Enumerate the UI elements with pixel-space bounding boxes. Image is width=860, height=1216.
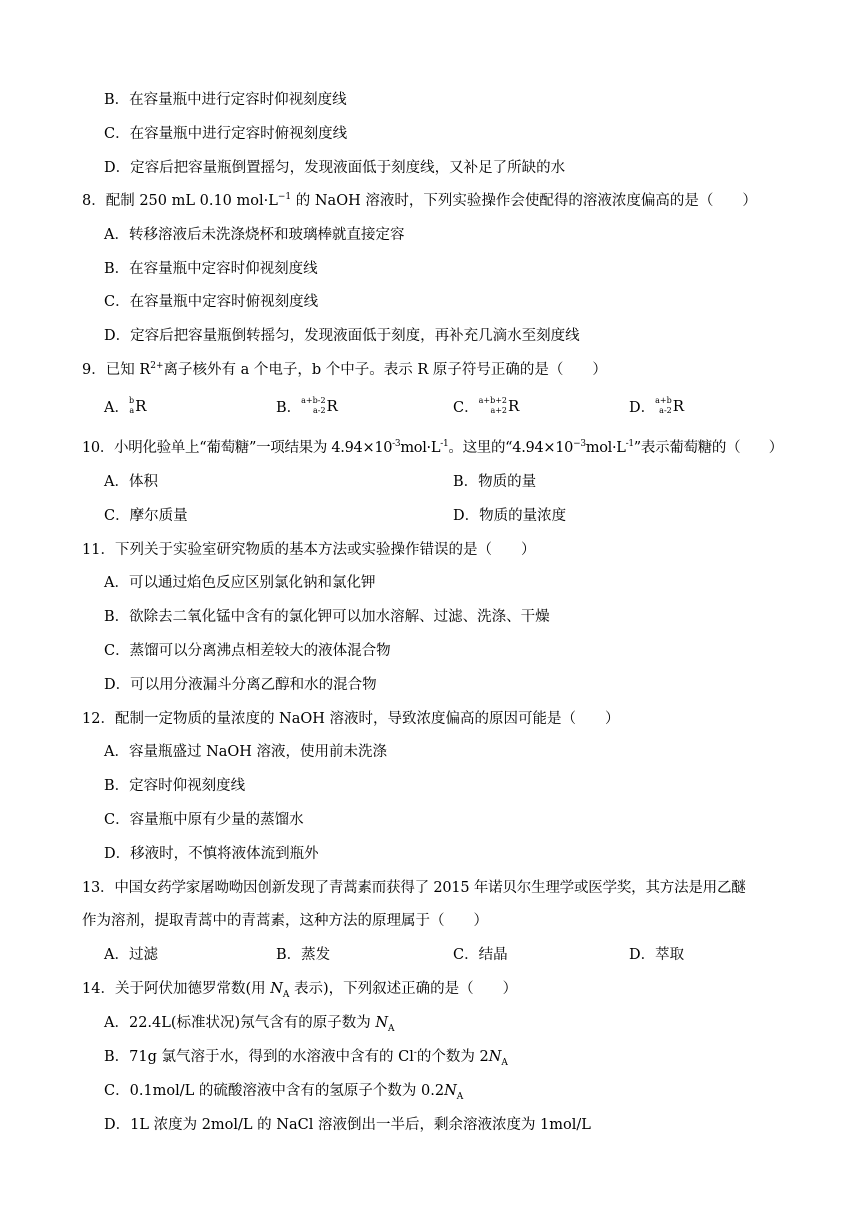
q11-option-b: B．欲除去二氧化锰中含有的氯化钾可以加水溶解、过滤、洗涤、干燥 (104, 609, 550, 625)
q13-stem-line2: 作为溶剂，提取青蒿中的青蒿素，这种方法的原理属于（ ） (82, 913, 488, 929)
q8-option-a: A．转移溶液后未洗涤烧杯和玻璃棒就直接定容 (104, 227, 405, 243)
nuclide-symbol: a+b a-2 R (655, 396, 685, 415)
q14-option-d: D．1L 浓度为 2mol/L 的 NaCl 溶液倒出一半后，剩余溶液浓度为 1mol/L (104, 1117, 591, 1133)
q11-option-d: D．可以用分液漏斗分离乙醇和水的混合物 (104, 677, 377, 693)
q8-option-b: B．在容量瓶中定容时仰视刻度线 (104, 261, 318, 277)
q8-option-c: C．在容量瓶中定容时俯视刻度线 (104, 294, 319, 310)
nuclide-symbol: b a R (128, 396, 147, 415)
q12-option-a: A．容量瓶盛过 NaOH 溶液，使用前未洗涤 (104, 744, 388, 760)
q10-option-b: B．物质的量 (453, 474, 537, 490)
q10-stem: 10．小明化验单上“葡萄糖”一项结果为 $4.94\times 10^{-3}mol\cdot L^{-1}$。这里的“$4.94\times 10^{-3}mol\cdot L^{-1}$”表示葡萄糖的（ ） (82, 439, 783, 456)
q10-option-a: A．体积 (104, 474, 158, 490)
nuclide-symbol: a+b-2 a-2 R (301, 396, 338, 415)
q9-stem: 9．已知 $R^{2+}$离子核外有 a 个电子，b 个中子。表示 R 原子符号正确的是（ ） (82, 361, 607, 378)
q7-option-d: D．定容后把容量瓶倒置摇匀，发现液面低于刻度线，又补足了所缺的水 (104, 160, 566, 176)
q14-stem: 14．关于阿伏加德罗常数(用 $N_A$ 表示)，下列叙述正确的是（ ） (82, 981, 518, 1000)
q9-option-c: C． a+b+2 a+2 R (453, 396, 519, 420)
q12-option-d: D．移液时，不慎将液体流到瓶外 (104, 846, 319, 862)
q12-stem: 12．配制一定物质的量浓度的 NaOH 溶液时，导致浓度偏高的原因可能是（ ） (82, 711, 620, 727)
q8-option-d: D．定容后把容量瓶倒转摇匀，发现液面低于刻度，再补充几滴水至刻度线 (104, 328, 580, 344)
q14-option-b: B．71g 氯气溶于水，得到的水溶液中含有的 Cl-的个数为 $2N_A$ (104, 1048, 508, 1068)
q13-stem-line1: 13．中国女药学家屠呦呦因创新发现了青蒿素而获得了 2015 年诺贝尔生理学或医学奖，其方法是用乙醚 (82, 880, 746, 896)
q7-option-c: C．在容量瓶中进行定容时俯视刻度线 (104, 126, 348, 142)
q9-option-a: A． b a R (104, 396, 146, 420)
q7-option-b: B．在容量瓶中进行定容时仰视刻度线 (104, 92, 347, 108)
q12-option-c: C．容量瓶中原有少量的蒸馏水 (104, 812, 304, 828)
q13-option-c: C．结晶 (453, 947, 508, 963)
q8-stem: 8．配制 250 mL 0.10 $mol\cdot L^{-1}$ 的 NaOH 溶液时，下列实验操作会使配得的溶液浓度偏高的是（ ） (82, 192, 757, 209)
q9-option-d: D． a+b a-2 R (629, 396, 684, 420)
q13-option-a: A．过滤 (104, 947, 158, 963)
q10-option-c: C．摩尔质量 (104, 508, 188, 524)
q11-stem: 11．下列关于实验室研究物质的基本方法或实验操作错误的是（ ） (82, 542, 536, 558)
nuclide-symbol: a+b+2 a+2 R (478, 396, 520, 415)
q10-option-d: D．物质的量浓度 (453, 508, 567, 524)
q13-option-b: B．蒸发 (276, 947, 331, 963)
q9-option-b: B． a+b-2 a-2 R (276, 396, 338, 420)
q14-option-c: C．0.1mol/L 的硫酸溶液中含有的氢原子个数为 $0.2N_A$ (104, 1083, 464, 1102)
q14-option-a: A．22.4L(标准状况)氖气含有的原子数为 $N_A$ (104, 1015, 395, 1034)
q13-option-d: D．萃取 (629, 947, 685, 963)
q11-option-c: C．蒸馏可以分离沸点相差较大的液体混合物 (104, 643, 391, 659)
q12-option-b: B．定容时仰视刻度线 (104, 778, 246, 794)
q11-option-a: A．可以通过焰色反应区别氯化钠和氯化钾 (104, 575, 376, 591)
